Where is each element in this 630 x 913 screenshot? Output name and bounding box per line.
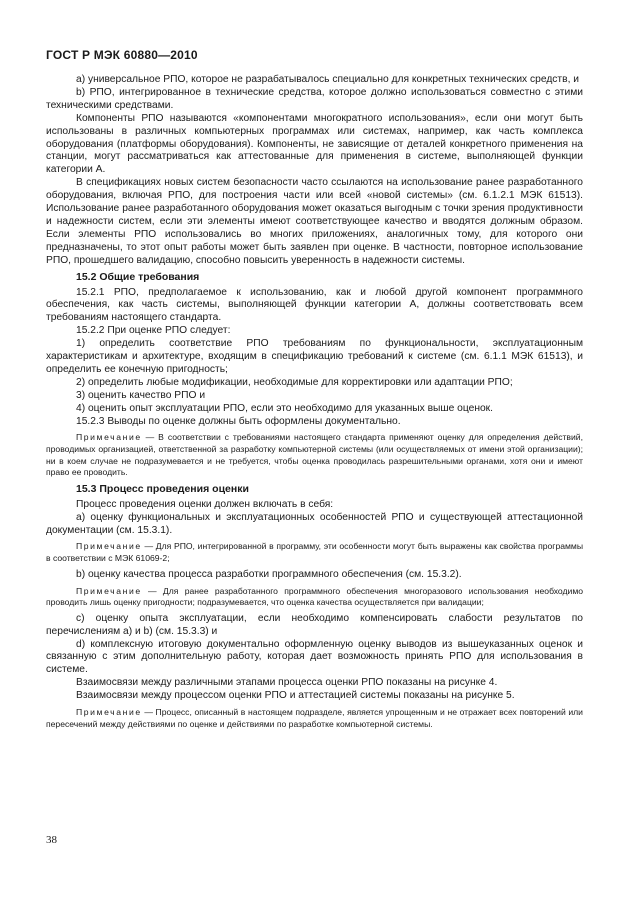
list-item: 1) определить соответствие РПО требованиям по функциональности, эксплуатационным характеристикам и архитектуре, входящим в спецификацию требований к системе (см. 6.1.1 МЭК 61513), и определить ее конечную пригодность; bbox=[46, 338, 583, 375]
note-label: Примечание bbox=[76, 432, 142, 443]
note-text: — Для РПО, интегрированной в программу, эти особенности могут быть выражены как свойства программы в соответствии с МЭК 61069-2; bbox=[46, 541, 583, 564]
list-item: c) оценку опыта эксплуатации, если необходимо компенсировать слабости результатов по перечислениям a) и b) (см. 15.3.3) и bbox=[46, 612, 583, 637]
section-heading: 15.3 Процесс проведения оценки bbox=[76, 482, 249, 495]
note bbox=[46, 541, 583, 564]
note bbox=[46, 432, 583, 478]
list-item: b) оценку качества процесса разработки программного обеспечения (см. 15.3.2). bbox=[76, 568, 462, 580]
note-label: Примечание bbox=[76, 541, 142, 552]
paragraph: b) РПО, интегрированное в технические средства, которое должно использоваться совместно с этими техническими средствами. bbox=[46, 86, 583, 111]
list-item: 2) определить любые модификации, необходимые для корректировки или адаптации РПО; bbox=[76, 376, 513, 388]
note-text: — Процесс, описанный в настоящем подразделе, является упрощенным и не отражает всех повторений или пересечений между действиями по оценке и действиями по разработке компьютерной системы. bbox=[46, 707, 583, 729]
paragraph: Компоненты РПО называются «компонентами многократного использования», если они могут быть использованы в различных компьютерных программах или системах, например, как часть комплекса оборудования (платформы оборудования). Компоненты, не зависящие от деталей конкретного применения на станции, могут рассматриваться как аттестованные для применения в системе, выполняющей функции категории А. bbox=[46, 112, 583, 176]
running-header: ГОСТ Р МЭК 60880—2010 bbox=[46, 48, 198, 62]
paragraph: Взаимосвязи между различными этапами процесса оценки РПО показаны на рисунке 4. bbox=[76, 677, 498, 689]
list-item: d) комплексную итоговую документально оформленную оценку выводов из вышеуказанных оценок и связанную с этим дополнительную работу, которая дает возможность принять РПО для использования в системе. bbox=[46, 638, 583, 676]
document-body bbox=[46, 74, 583, 734]
paragraph: В спецификациях новых систем безопасности часто ссылаются на использование ранее разработанного оборудования, включая РПО, для построения части или всей «новой системы» (см. 6.1.2.1 МЭК 61513). Использование ранее разработанного оборудования может оказаться выгодным с точки зрения продуктивности и надежности систем, если эти элементы имеют соответствующее качество и вводятся должным образом. Если элементы РПО использовались во многих приложениях, аналогичных тому, для которого они предназначены, то этот опыт работы может быть заявлен при оценке. В частности, повторное использование РПО, прошедшего валидацию, способно повысить уверенность в надежности системы. bbox=[46, 177, 583, 266]
note-text: — Для ранее разработанного программного обеспечения многоразового использования необходимо проводить лишь оценку пригодности; подразумевается, что оценка качества осуществляется при валидации; bbox=[46, 585, 584, 608]
note bbox=[46, 586, 583, 609]
paragraph: Взаимосвязи между процессом оценки РПО и аттестацией системы показаны на рисунке 5. bbox=[76, 690, 515, 702]
page-number: 38 bbox=[46, 834, 57, 846]
paragraph: a) универсальное РПО, которое не разрабатывалось специально для конкретных технических средств, и bbox=[76, 74, 579, 85]
paragraph: 15.2.1 РПО, предполагаемое к использованию, как и любой другой компонент программного обеспечения, как часть системы, выполняющей функции категории А, должны соответствовать всем требованиям настоящего стандарта. bbox=[46, 286, 583, 324]
note bbox=[46, 707, 583, 730]
list-item: a) оценку функциональных и эксплуатационных особенностей РПО и существующей аттестационной документации (см. 15.3.1). bbox=[46, 511, 583, 536]
note-label: Примечание bbox=[76, 585, 142, 596]
note-text: — В соответствии с требованиями настоящего стандарта применяют оценку для определения действий, проводимых организацией, ответственной за разработку компьютерной системы (или осуществляемых от имени этой организации); ни в коем случае не подразумевается и не требуется, чтобы оценка проводилась разрешительными органами, хотя они и имеют право ее проводить. bbox=[46, 432, 583, 478]
note-label: Примечание bbox=[76, 707, 142, 718]
list-item: 4) оценить опыт эксплуатации РПО, если это необходимо для указанных выше оценок. bbox=[76, 402, 494, 414]
list-item: 3) оценить качество РПО и bbox=[76, 389, 206, 401]
paragraph: 15.2.2 При оценке РПО следует: bbox=[76, 325, 231, 337]
paragraph: Процесс проведения оценки должен включать в себя: bbox=[76, 498, 334, 510]
paragraph: 15.2.3 Выводы по оценке должны быть оформлены документально. bbox=[76, 415, 401, 427]
section-heading: 15.2 Общие требования bbox=[76, 270, 200, 283]
